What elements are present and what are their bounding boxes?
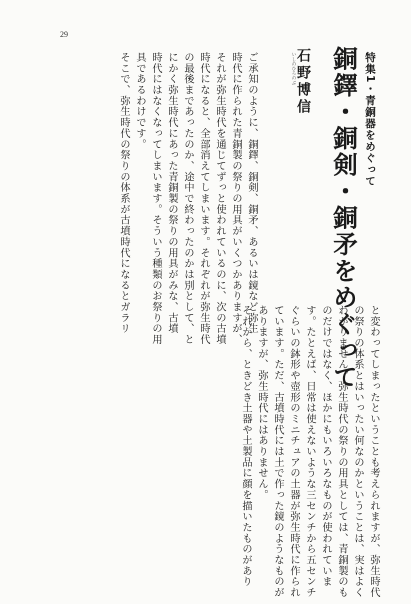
body-line: 時代になると、全部消えてしまいます。それぞれが弥生時代 — [198, 52, 209, 345]
body-line: のだけではなく、ほかにもいろいろなものが使われていま — [320, 305, 331, 588]
body-line: 時代に作られた青銅製の祭りの用具がいくつかありますが、 — [230, 52, 241, 345]
body-line: それが弥生時代を通じてずっと使われているのに、次の古墳 — [214, 52, 225, 345]
author-name-reading: いしのひろのぶ — [291, 52, 296, 85]
body-line: そこで、弥生時代の祭りの体系が古墳時代になるとガラリ — [118, 52, 129, 335]
body-line: ご承知のように、銅鐸、銅剣、銅矛、あるいは鏡など弥生 — [246, 52, 257, 335]
article-title: 銅鐸・銅剣・銅矛をめぐって — [330, 46, 359, 391]
series-label: 特集1・青銅器をめぐって — [364, 52, 376, 187]
body-line: ぐらいの鉢形や壺形のミニチュアの土器が弥生時代に作られ — [288, 305, 299, 598]
body-line: の最後まであったのか、途中で終わったのかは別として、と — [182, 52, 193, 345]
author-name: 石野博信 — [295, 48, 311, 116]
body-line: わかりません。弥生時代の祭りの用具としては、青銅製のも — [336, 305, 347, 598]
body-line: 具であるわけです。 — [134, 52, 145, 150]
page-number: 29 — [60, 30, 68, 39]
body-line: の祭りの体系とはいったい何なのかということは、実はよく — [352, 305, 363, 598]
body-line: ています。ただ、古墳時代には土で作った鏡のようなものが — [272, 305, 283, 598]
body-line: す。たとえば、日常は使えないような三センチから五センチ — [304, 305, 315, 598]
body-line: にかく弥生時代にあった青銅製の祭りの用具がみな、古墳 — [166, 52, 177, 335]
body-line: ありますが、弥生時代にはありません。 — [256, 305, 267, 501]
body-line: それから、ときどき土器や土製品に顔を描いたものがあり — [240, 305, 251, 588]
body-line: と変わってしまったということも考えられますが、弥生時代 — [368, 305, 379, 598]
body-line: 時代にはなくなってしまいます。そういう種類のお祭りの用 — [150, 52, 161, 345]
